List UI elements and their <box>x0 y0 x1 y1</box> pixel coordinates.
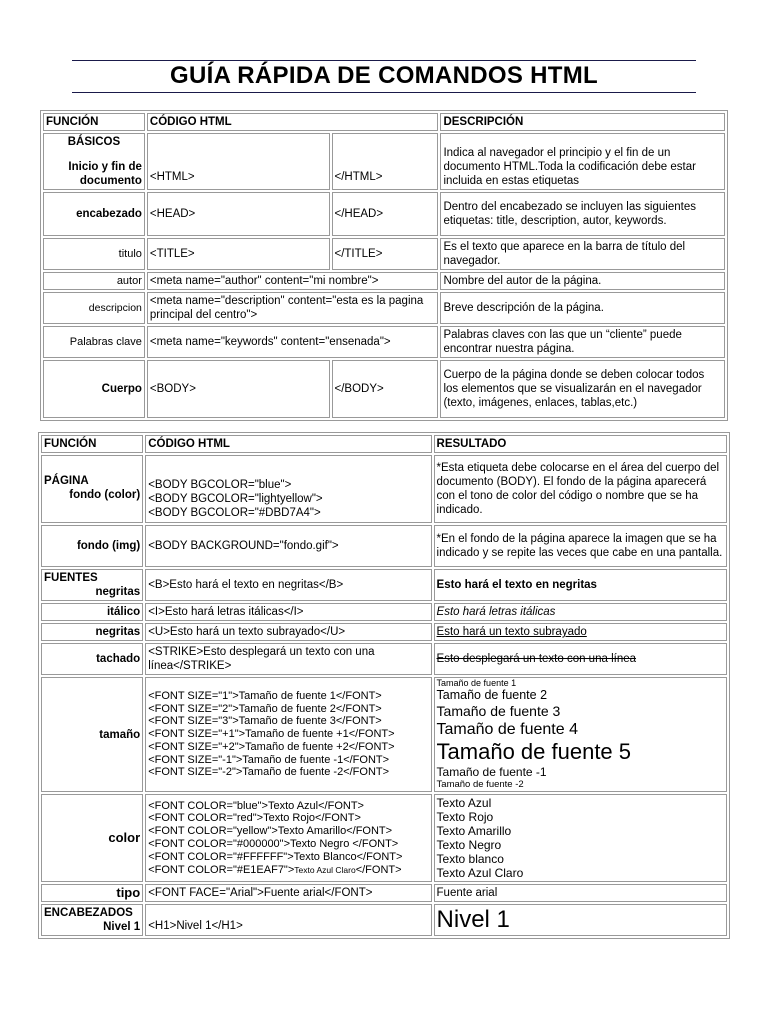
row-label-text: Inicio y fin de documento <box>68 161 142 187</box>
code-cell <box>145 677 431 792</box>
table-row <box>41 904 727 936</box>
code-cell: <meta name="author" content="mi nombre"> <box>147 272 439 290</box>
table-row <box>43 238 725 270</box>
header-description: DESCRIPCIÓN <box>440 113 725 131</box>
header-function: FUNCIÓN <box>43 113 145 131</box>
color-sample: Texto Azul Claro <box>436 866 524 880</box>
size-sample: Tamaño de fuente 1 <box>436 678 517 688</box>
result-cell: Esto hará el texto en negritas <box>434 569 727 601</box>
code-close: </HEAD> <box>332 192 439 236</box>
row-label: tamaño <box>41 677 143 792</box>
row-label: autor <box>43 272 145 290</box>
result-cell: Esto hará letras itálicas <box>434 603 727 621</box>
table-header-row <box>41 435 727 453</box>
row-label <box>41 904 143 936</box>
code-cell <box>145 794 431 882</box>
code-line: <FONT SIZE="3">Tamaño de fuente 3</FONT> <box>148 715 382 728</box>
header-function: FUNCIÓN <box>41 435 143 453</box>
code-open: <BODY> <box>147 360 330 418</box>
top-rule <box>72 60 696 61</box>
table-row <box>41 677 727 792</box>
code-line: <FONT COLOR="#000000">Texto Negro </FONT> <box>148 838 399 850</box>
row-label: encabezado <box>43 192 145 236</box>
row-label <box>43 133 145 190</box>
section-label: FUENTES <box>44 572 98 584</box>
code-line: <FONT COLOR="yellow">Texto Amarillo</FONT> <box>148 825 393 838</box>
code-open: <TITLE> <box>147 238 330 270</box>
row-description: Indica al navegador el principio y el fin de un documento HTML.Toda la codificación debe estar incluida en estas etiquetas <box>440 133 725 190</box>
code-line: <FONT COLOR="blue">Texto Azul</FONT> <box>148 799 364 812</box>
row-label: tipo <box>41 884 143 902</box>
code-close: </BODY> <box>332 360 439 418</box>
row-label: itálico <box>41 603 143 621</box>
code-cell <box>145 455 431 523</box>
result-cell: *En el fondo de la página aparece la imagen que se ha indicado y se repite las veces que cabe en una pantalla. <box>434 525 727 567</box>
table-row <box>41 884 727 902</box>
color-sample: Texto Rojo <box>436 810 494 824</box>
header-code: CÓDIGO HTML <box>145 435 431 453</box>
code-line: <FONT SIZE="+2">Tamaño de fuente +2</FONT> <box>148 740 395 753</box>
table-row <box>43 272 725 290</box>
row-label: fondo (img) <box>41 525 143 567</box>
code-fragment-small: Texto Azul Claro <box>294 864 356 875</box>
size-sample: Tamaño de fuente -1 <box>436 765 547 779</box>
code-fragment: <FONT COLOR="#E1EAF7"> <box>148 863 295 876</box>
code-line: <FONT SIZE="-1">Tamaño de fuente -1</FONT> <box>148 753 390 766</box>
color-sample: Texto blanco <box>436 852 504 866</box>
code-cell: <H1>Nivel 1</H1> <box>145 904 431 936</box>
code-line: <FONT COLOR="#FFFFFF">Texto Blanco</FONT> <box>148 850 403 863</box>
row-label: titulo <box>43 238 145 270</box>
row-description: Breve descripción de la página. <box>440 292 725 324</box>
size-sample: Tamaño de fuente 4 <box>436 721 578 738</box>
code-cell: <meta name="description" content="esta es la pagina principal del centro"> <box>147 292 439 324</box>
section-label: PÁGINA <box>44 475 89 487</box>
code-line: <FONT SIZE="+1">Tamaño de fuente +1</FONT> <box>148 728 395 741</box>
row-label: Palabras clave <box>43 326 145 358</box>
row-label: Cuerpo <box>43 360 145 418</box>
code-open: <HEAD> <box>147 192 330 236</box>
size-sample: Tamaño de fuente 3 <box>436 703 561 719</box>
table-header-row <box>43 113 725 131</box>
table-row <box>41 569 727 601</box>
result-cell: *Esta etiqueta debe colocarse en el área del cuerpo del documento (BODY). El fondo de la página aparecerá con el tono de color del código o nombre que se ha indicado. <box>434 455 727 523</box>
row-label-text: Nivel 1 <box>103 921 141 933</box>
code-line: <FONT SIZE="2">Tamaño de fuente 2</FONT> <box>148 702 382 715</box>
table-row <box>43 192 725 236</box>
size-sample: Tamaño de fuente 2 <box>436 688 548 702</box>
result-cell: Nivel 1 <box>434 904 727 936</box>
code-open: <HTML> <box>147 133 330 190</box>
table-row <box>43 133 725 190</box>
row-label: color <box>41 794 143 882</box>
row-label <box>41 569 143 601</box>
formatting-table <box>38 432 730 939</box>
code-line: <FONT COLOR="red">Texto Rojo</FONT> <box>148 812 361 825</box>
row-label <box>41 455 143 523</box>
result-cell <box>434 677 727 792</box>
row-description: Palabras claves con las que un “cliente” puede encontrar nuestra página. <box>440 326 725 358</box>
code-line: <BODY BGCOLOR="blue"> <box>148 479 292 491</box>
row-description: Dentro del encabezado se incluyen las siguientes etiquetas: title, description, autor, keywords. <box>440 192 725 236</box>
code-line: <FONT SIZE="-2">Tamaño de fuente -2</FONT> <box>148 766 390 779</box>
header-code: CÓDIGO HTML <box>147 113 439 131</box>
section-label: ENCABEZADOS <box>44 907 133 919</box>
row-label: tachado <box>41 643 143 675</box>
table-row <box>41 794 727 882</box>
row-description: Es el texto que aparece en la barra de título del navegador. <box>440 238 725 270</box>
table-row <box>41 455 727 523</box>
table-row <box>43 360 725 418</box>
table-row <box>43 292 725 324</box>
row-label: negritas <box>41 623 143 641</box>
row-label-text: negritas <box>95 586 141 598</box>
table-row <box>41 603 727 621</box>
result-cell: Fuente arial <box>434 884 727 902</box>
code-cell: <meta name="keywords" content="ensenada"> <box>147 326 439 358</box>
code-line: <BODY BGCOLOR="lightyellow"> <box>148 493 323 505</box>
code-cell: <FONT FACE="Arial">Fuente arial</FONT> <box>145 884 431 902</box>
code-line <box>148 864 428 877</box>
result-cell: Esto desplegará un texto con una línea <box>434 643 727 675</box>
code-line: <BODY BGCOLOR="#DBD7A4"> <box>148 507 321 519</box>
row-label: descripcion <box>43 292 145 324</box>
section-label: BÁSICOS <box>67 136 121 148</box>
code-cell: <U>Esto hará un texto subrayado</U> <box>145 623 431 641</box>
color-sample: Texto Negro <box>436 838 502 852</box>
code-fragment: </FONT> <box>355 863 402 876</box>
size-sample: Tamaño de fuente -2 <box>436 779 524 790</box>
code-cell: <B>Esto hará el texto en negritas</B> <box>145 569 431 601</box>
basics-table <box>40 110 728 421</box>
result-cell <box>434 794 727 882</box>
code-close: </TITLE> <box>332 238 439 270</box>
code-line: <FONT SIZE="1">Tamaño de fuente 1</FONT> <box>148 689 382 702</box>
code-close: </HTML> <box>332 133 439 190</box>
row-description: Nombre del autor de la página. <box>440 272 725 290</box>
size-sample: Tamaño de fuente 5 <box>436 739 632 764</box>
code-cell: <STRIKE>Esto desplegará un texto con una línea</STRIKE> <box>145 643 431 675</box>
color-sample: Texto Azul <box>436 796 492 810</box>
code-cell: <BODY BACKGROUND="fondo.gif"> <box>145 525 431 567</box>
table-row <box>41 623 727 641</box>
row-label-text: fondo (color) <box>69 489 141 501</box>
page-title: GUÍA RÁPIDA DE COMANDOS HTML <box>170 62 598 89</box>
table-row <box>41 643 727 675</box>
bottom-rule <box>72 92 696 93</box>
header-result: RESULTADO <box>434 435 727 453</box>
row-description: Cuerpo de la página donde se deben colocar todos los elementos que se visualizarán en el navegador (texto, imágenes, enlaces, tablas,etc.) <box>440 360 725 418</box>
table-row <box>43 326 725 358</box>
code-cell: <I>Esto hará letras itálicas</I> <box>145 603 431 621</box>
result-cell: Esto hará un texto subrayado <box>434 623 727 641</box>
table-row <box>41 525 727 567</box>
color-sample: Texto Amarillo <box>436 824 512 838</box>
